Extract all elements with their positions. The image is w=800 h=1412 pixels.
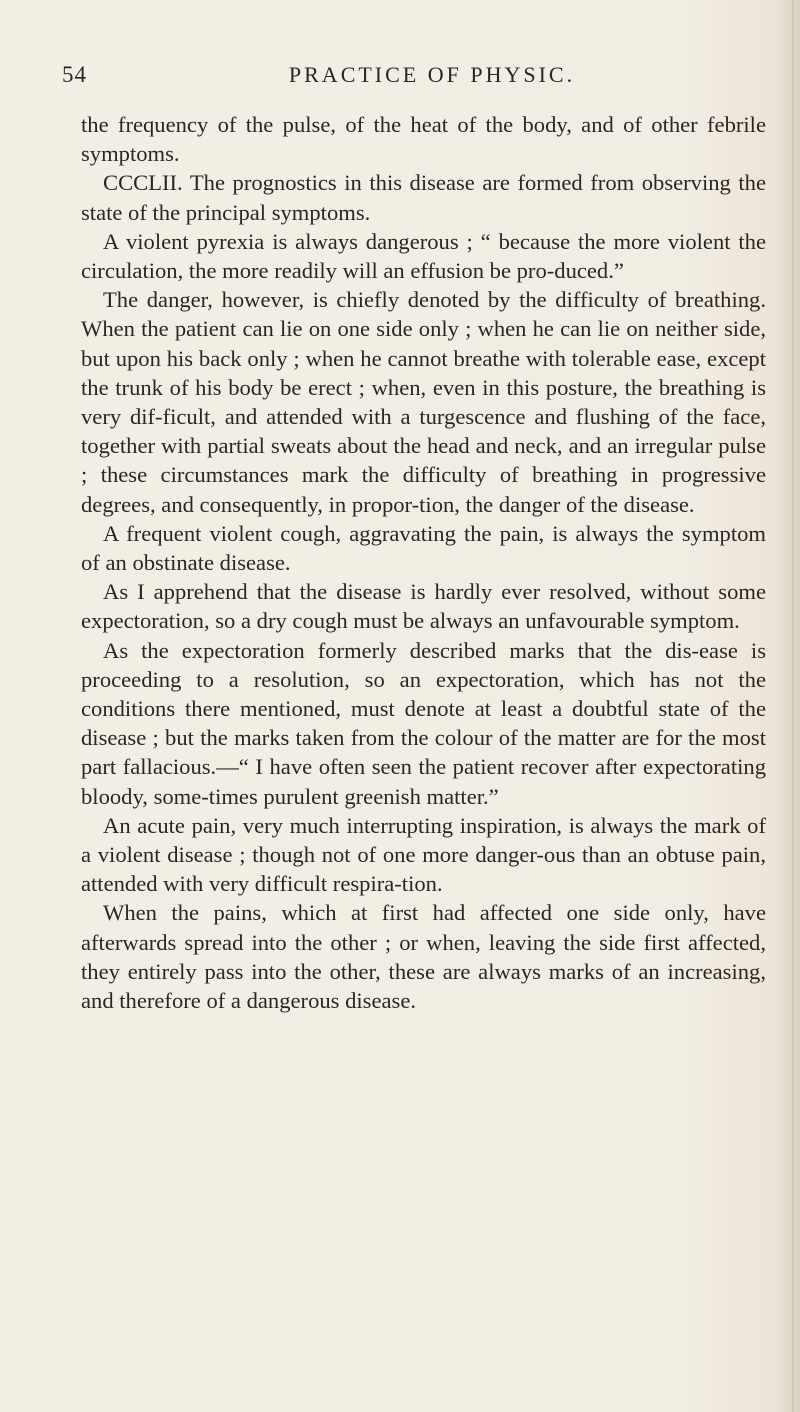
paragraph-continuation: the frequency of the pulse, of the heat of the body, and of other febrile symptoms. [81, 112, 766, 167]
running-head [62, 62, 762, 98]
paragraph-section-ccclii: CCCLII. The prognostics in this disease are formed from observing the state of the principal symptoms. [81, 170, 766, 225]
paragraph-acute-pain: An acute pain, very much interrupting inspiration, is always the mark of a violent disease ; though not of one more danger-ous than an obtuse pain, attended with very difficult respira-tion. [81, 812, 766, 897]
paragraph-expectoration: As the expectoration formerly described marks that the dis-ease is proceeding to a resolution, so an expectoration, which has not the conditions there mentioned, must denote at least a doubtful state of the disease ; but the marks taken from the colour of the matter are for the most part fallacious.—“ I have often seen the patient recover after expectorating bloody, some-times purulent greenish matter.” [81, 637, 766, 809]
paragraph-cough: A frequent violent cough, aggravating the pain, is always the symptom of an obstinate disease. [81, 520, 766, 576]
paragraph-spreading-pains: When the pains, which at first had affected one side only, have afterwards spread into the other ; or when, leaving the side first affected, they entirely pass into the other, these are always marks of an increasing, and therefore of a dangerous disease. [81, 900, 766, 1014]
paragraph-dry-cough: As I apprehend that the disease is hardly ever resolved, without some expectoration, so a dry cough must be always an unfavourable symptom. [81, 579, 766, 634]
body-text [81, 110, 766, 1015]
page-number: 54 [62, 62, 87, 87]
running-title: PRACTICE OF PHYSIC. [288, 62, 576, 87]
paragraph-pyrexia: A violent pyrexia is always dangerous ; “ because the more violent the circulation, the more readily will an effusion be pro-duced.” [81, 228, 766, 284]
paragraph-breathing-danger: The danger, however, is chiefly denoted by the difficulty of breathing. When the patient can lie on one side only ; when he can lie on neither side, but upon his back only ; when he cannot breathe with tolerable ease, except the trunk of his body be erect ; when, even in this posture, the breathing is very dif-ficult, and attended with a turgescence and flushing of the face, together with partial sweats about the head and neck, and an irregular pulse ; these circumstances mark the difficulty of breathing in progressive degrees, and consequently, in propor-tion, the danger of the disease. [81, 287, 766, 517]
page-edge-shadow [792, 0, 794, 1412]
